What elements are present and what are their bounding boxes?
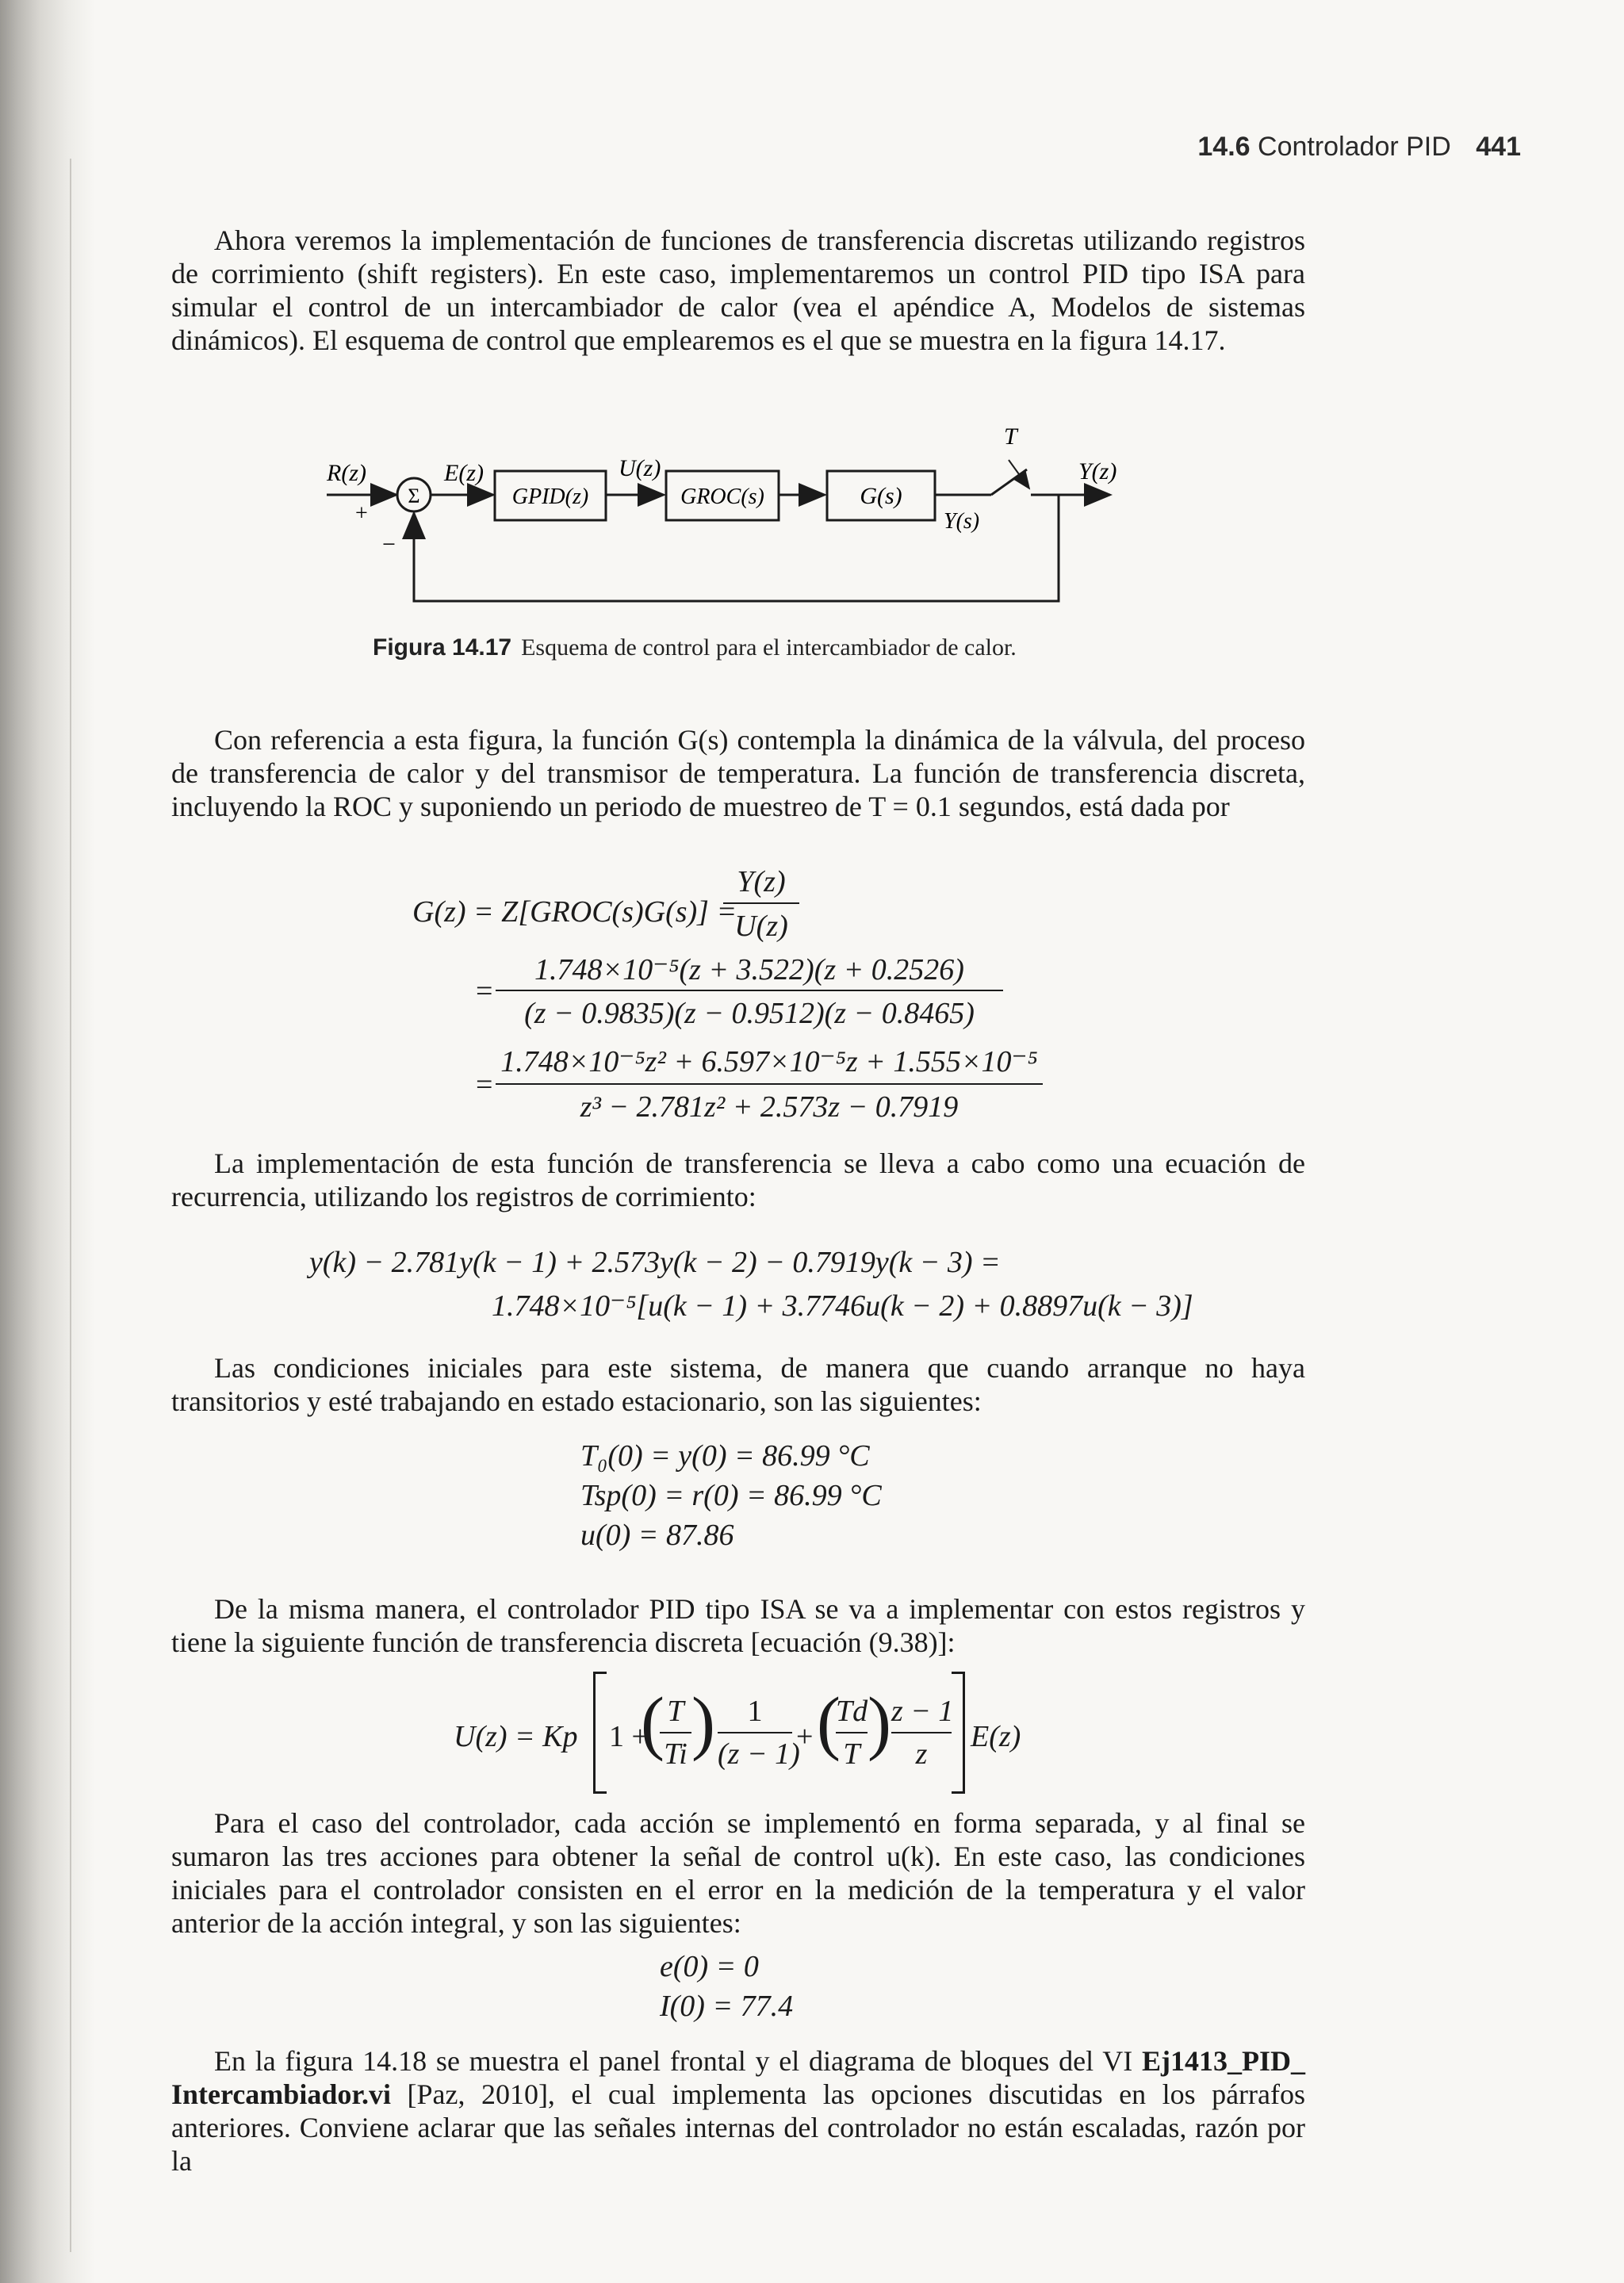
pid-t-num: T [667,1695,684,1728]
gz-frac-den: U(z) [734,910,788,943]
figure-label: Figura 14.17 [373,634,512,661]
pid-paren-open-1: ( [641,1684,665,1762]
pid-paren-open-2: ( [817,1684,841,1762]
gz-factored-den: (z − 0.9835)(z − 0.9512)(z − 0.8465) [524,997,975,1030]
recurrence-line-1: y(k) − 2.781y(k − 1) + 2.573y(k − 2) − 0.7919y(k − 3) = [309,1246,1001,1279]
initial-condition-tsp: Tsp(0) = r(0) = 86.99 °C [580,1479,882,1512]
gz-eq-sign-2: = [476,975,493,1008]
pid-td-t-bar [836,1732,868,1733]
initial-condition-e0: e(0) = 0 [660,1950,759,1983]
pid-t-den: T [843,1737,860,1771]
recurrence-line-2: 1.748×10⁻⁵[u(k − 1) + 3.7746u(k − 2) + 0.8897u(k − 3)] [492,1289,1193,1323]
gz-expanded-bar [496,1083,1043,1085]
initial-condition-t0: T₀(0) = y(0) = 86.99 °C [580,1439,870,1473]
block-plant-label: G(s) [860,483,902,509]
signal-yz-label: Y(z) [1078,458,1117,485]
section-title: Controlador PID [1258,132,1451,162]
paragraph-vi-text-b: [Paz, 2010], el cual implementa las opciones discutidas en los párrafos anteriores. Conviene aclarar que las señales internas del controlador no están escaladas, razón por la [171,2078,1306,2177]
paragraph-gs-description [171,723,1305,823]
pid-plus: + [796,1720,814,1753]
gz-lhs: G(z) = Z[GROC(s)G(s)] = [412,895,737,929]
figure-caption-text: Esquema de control para el intercambiador de calor. [521,634,1017,661]
pid-one-num: 1 [747,1695,763,1728]
section-number: 14.6 [1197,132,1251,162]
pid-ez: E(z) [971,1720,1021,1753]
block-pid-label: GPID(z) [511,485,589,509]
gz-eq-sign-3: = [476,1068,493,1101]
page-fold-line [70,159,71,2252]
paragraph-recurrence-text: La implementación de esta función de transferencia se lleva a cabo como una ecuación de recurrencia, utilizando los registros de corrimiento: [171,1147,1305,1212]
paragraph-pid-text: De la misma manera, el controlador PID tipo ISA se va a implementar con estos registros y tiene la siguiente función de transferencia discreta [ecuación (9.38)]: [171,1593,1305,1658]
block-roc-label: GROC(s) [680,485,764,509]
pid-lhs: U(z) = Kp [454,1720,578,1753]
signal-e-label: E(z) [444,460,484,486]
running-header [1197,132,1521,163]
gz-factored-num: 1.748×10⁻⁵(z + 3.522)(z + 0.2526) [534,953,964,986]
paragraph-initial-conditions [171,1351,1305,1418]
paragraph-intro [171,224,1305,357]
sum-plus-sign: + [355,501,368,526]
gz-expanded-num: 1.748×10⁻⁵z² + 6.597×10⁻⁵z + 1.555×10⁻⁵ [500,1045,1038,1078]
paragraph-vi-reference [171,2044,1305,2178]
vi-file-name: Ej1413_PID_ Intercambiador.vi [171,2045,1306,2110]
gz-expanded-den: z³ − 2.781z² + 2.573z − 0.7919 [580,1090,959,1124]
control-block-diagram [317,412,1158,619]
paragraph-controller-ic [171,1806,1305,1940]
pid-ti-den: Ti [664,1737,688,1771]
signal-u-label: U(z) [619,455,661,481]
sum-symbol: Σ [408,485,420,508]
initial-condition-u0: u(0) = 87.86 [580,1519,734,1552]
sampler-arrow [1009,460,1029,488]
signal-ys-label: Y(s) [944,509,980,534]
pid-paren-close-2: ) [868,1684,891,1762]
paragraph-vi-text-a: En la figura 14.18 se muestra el panel frontal y el diagrama de bloques del VI [214,2045,1133,2077]
pid-deriv-den: z [915,1737,928,1771]
pid-deriv-bar [891,1732,952,1733]
gz-frac-num: Y(z) [737,865,786,898]
pid-paren-close-1: ) [691,1684,715,1762]
paragraph-initial-conditions-text: Las condiciones iniciales para este sistema, de manera que cuando arranque no haya transitorios y esté trabajando en estado estacionario, son las siguientes: [171,1352,1305,1417]
sampling-period-label: T [1004,423,1017,450]
pid-td-num: Td [836,1695,868,1728]
page-binding-shadow [0,0,95,2283]
paragraph-intro-text: Ahora veremos la implementación de funciones de transferencia discretas utilizando registros de corrimiento (shift registers). En este caso, implementaremos un control PID tipo ISA para simular el control de un intercambiador de calor (vea el apéndice A, Modelos de sistemas dinámicos). El esquema de control que emplearemos es el que se muestra en la figura 14.17. [171,224,1305,356]
sampler-switch [991,469,1027,495]
figure-caption [373,634,1017,661]
pid-right-bracket [952,1672,965,1794]
paragraph-gs-text: Con referencia a esta figura, la función G(s) contempla la dinámica de la válvula, del proceso de transferencia de calor y del transmisor de temperatura. La función de transferencia discreta, incluyendo la ROC y suponiendo un periodo de muestreo de T = 0.1 segundos, está dada por [171,724,1305,822]
signal-r-label: R(z) [327,460,366,486]
pid-t-ti-bar [660,1732,691,1733]
sum-minus-sign: − [382,531,396,557]
pid-deriv-num: z − 1 [891,1695,954,1728]
paragraph-pid [171,1592,1305,1659]
pid-zm1-den: (z − 1) [718,1737,800,1771]
initial-condition-i0: I(0) = 77.4 [660,1990,794,2023]
paragraph-recurrence [171,1147,1305,1213]
pid-left-bracket [593,1672,607,1794]
page-number: 441 [1476,132,1521,162]
gz-factored-bar [496,990,1003,991]
pid-one-plus: 1 + [609,1720,649,1753]
paragraph-controller-ic-text: Para el caso del controlador, cada acción se implementó en forma separada, y al final se sumaron las tres acciones para obtener la señal de control u(k). En este caso, las condiciones iniciales para el controlador consisten en el error en la medición de la temperatura y el valor anterior de la acción integral, y son las siguientes: [171,1807,1305,1939]
pid-integral-bar [718,1732,792,1733]
gz-frac-bar [723,902,799,904]
